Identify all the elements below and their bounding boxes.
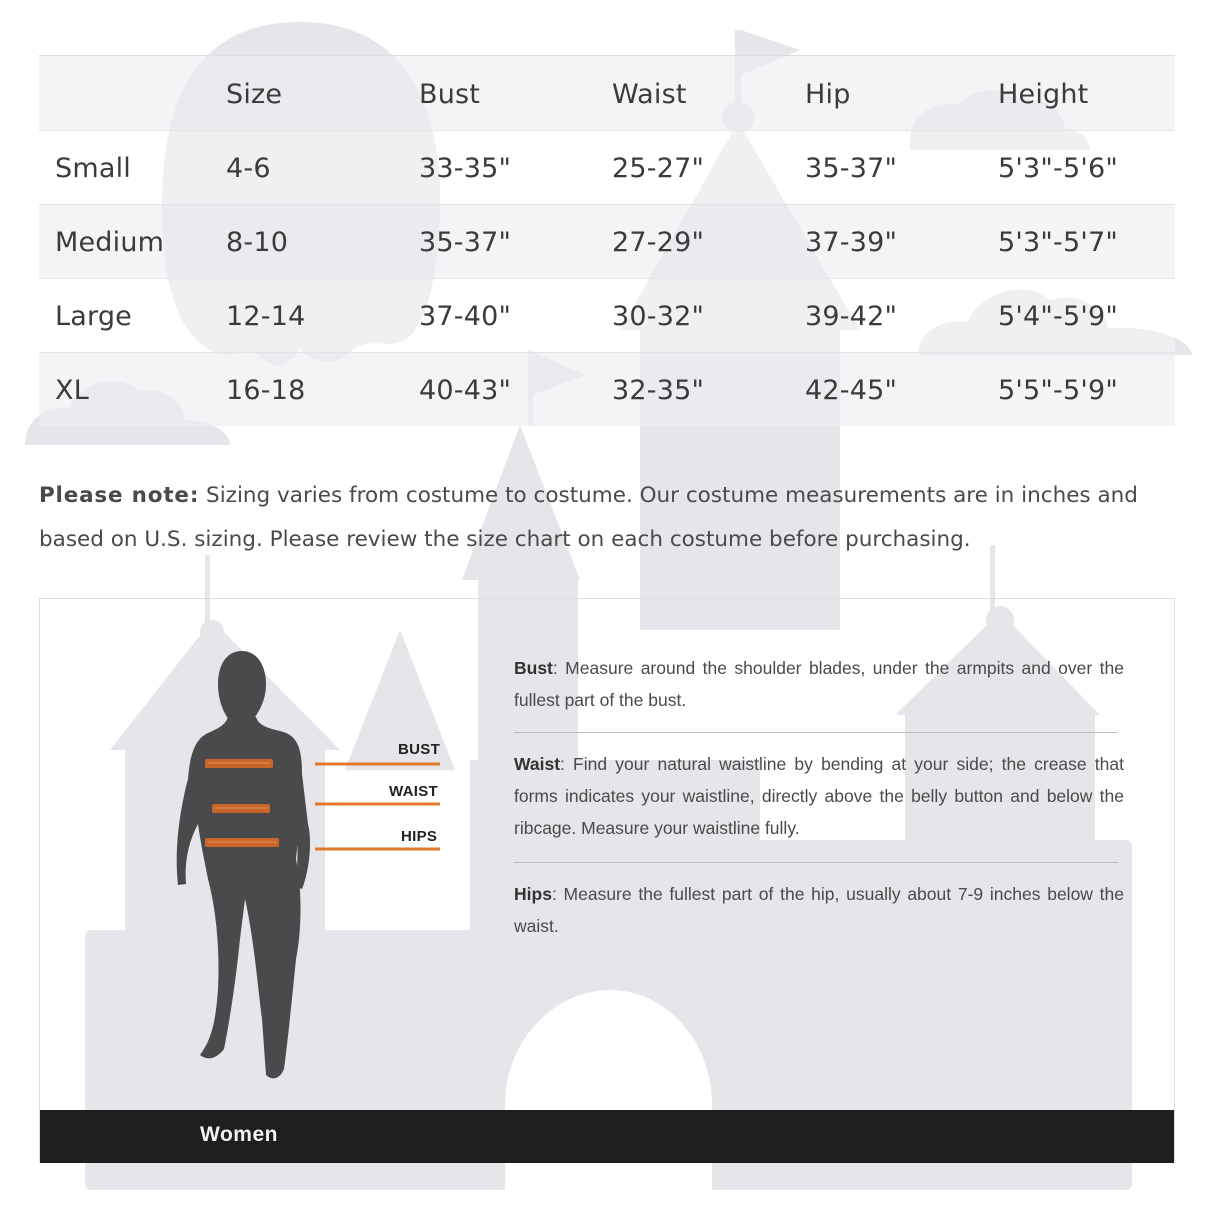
note-text: Sizing varies from costume to costume. Our costume measurements are in inches and based on U.S. sizing. Please review the size chart on each costume before purchasing. (39, 483, 1138, 552)
bust-label: BUST (398, 741, 441, 758)
footer-label: Women (200, 1123, 278, 1146)
table-cell: Medium (55, 227, 165, 258)
table-cell: XL (55, 375, 89, 406)
sizing-note (39, 474, 1179, 562)
table-cell: 4-6 (226, 153, 271, 184)
table-header: Bust (419, 79, 481, 110)
table-cell: 25-27" (612, 153, 705, 184)
table-cell: 33-35" (419, 153, 512, 184)
table-cell: 35-37" (419, 227, 512, 258)
table-cell: 5'4"-5'9" (998, 301, 1118, 332)
table-header: Hip (805, 79, 851, 110)
table-cell: 12-14 (226, 301, 306, 332)
table-row (39, 278, 1175, 353)
footer-bar (40, 1110, 1174, 1163)
hips-label: HIPS (401, 828, 438, 845)
table-cell: 5'3"-5'6" (998, 153, 1118, 184)
table-cell: 35-37" (805, 153, 898, 184)
table-cell: 39-42" (805, 301, 898, 332)
table-cell: 30-32" (612, 301, 705, 332)
table-header: Size (226, 79, 283, 110)
note-label: Please note: (39, 483, 200, 508)
table-cell: Large (55, 301, 132, 332)
table-cell: 42-45" (805, 375, 898, 406)
table-cell: 40-43" (419, 375, 512, 406)
table-cell: 37-40" (419, 301, 512, 332)
divider (514, 862, 1118, 863)
table-cell: 5'3"-5'7" (998, 227, 1118, 258)
torso-icon (177, 717, 302, 1078)
table-cell: 37-39" (805, 227, 898, 258)
table-cell: Small (55, 153, 131, 184)
table-cell: 16-18 (226, 375, 306, 406)
table-row (39, 130, 1175, 205)
table-header-row (39, 56, 1175, 131)
waist-description: Waist: Find your natural waistline by bending at your side; the crease that forms indicates your waistline, directly above the belly button and below the ribcage. Measure your waistline fully. (514, 754, 1124, 838)
measurement-guide-panel (39, 598, 1175, 1163)
hips-description: Hips: Measure the fullest part of the hip, usually about 7-9 inches below the waist. (514, 884, 1124, 936)
table-cell: 5'5"-5'9" (998, 375, 1118, 406)
bust-description: Bust: Measure around the shoulder blades, under the armpits and over the fullest part of the bust. (514, 658, 1124, 710)
divider (514, 732, 1118, 733)
head-icon (218, 651, 266, 721)
table-row (39, 204, 1175, 279)
waist-label: WAIST (389, 783, 438, 800)
table-cell: 27-29" (612, 227, 705, 258)
size-chart-table (39, 55, 1175, 426)
table-cell: 8-10 (226, 227, 289, 258)
table-row (39, 352, 1175, 426)
table-cell: 32-35" (612, 375, 705, 406)
table-header: Waist (612, 79, 687, 110)
table-header: Height (998, 79, 1089, 110)
